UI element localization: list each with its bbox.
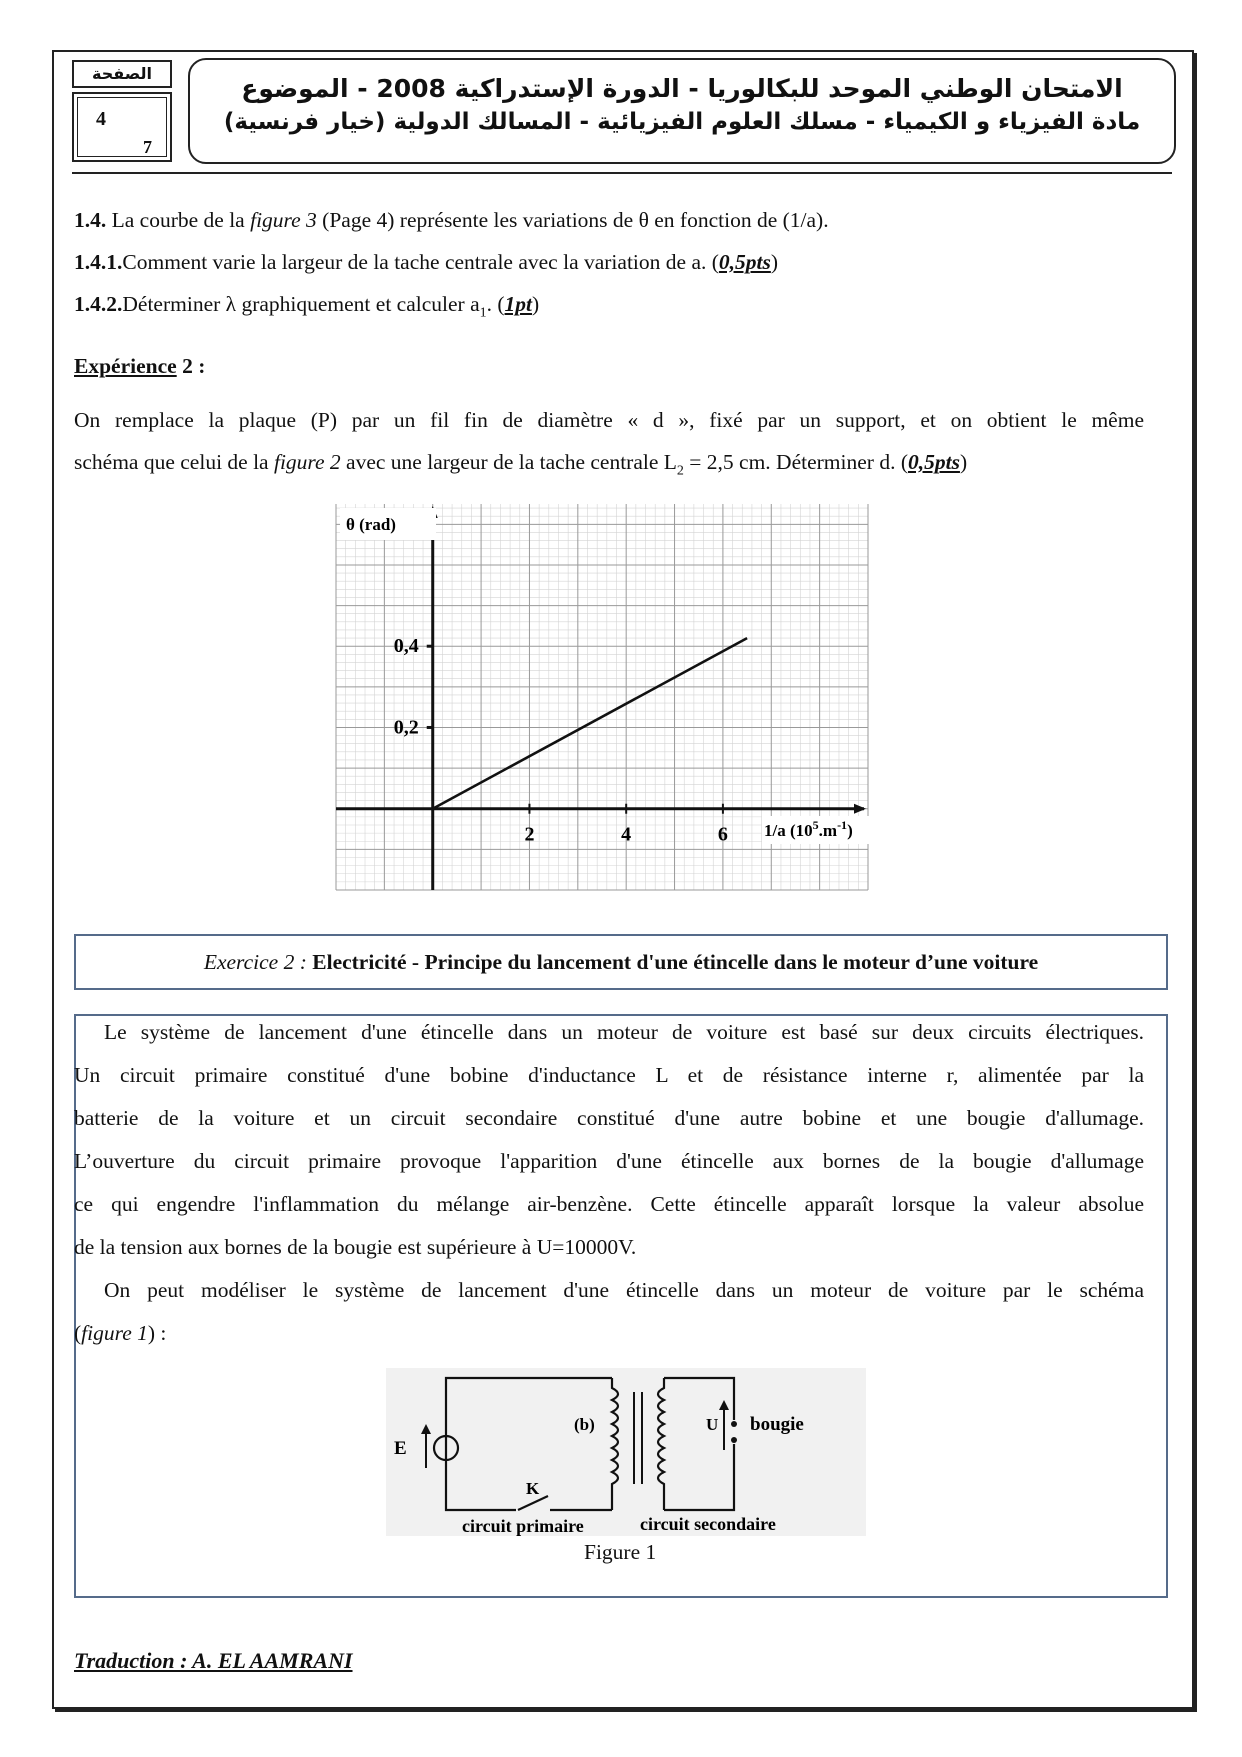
exercise-2-label: Exercice 2 : (203, 950, 307, 974)
experience-2-line1: On remplace la plaque (P) par un fil fin de diamètre « d », fixé par un support, et on obtient le même (74, 408, 1144, 432)
chart-ylabel: θ (rad) (346, 515, 396, 534)
x-tick-label: 4 (621, 823, 632, 846)
x-tick-label: 6 (717, 823, 728, 846)
x-tick-label: 2 (524, 823, 535, 846)
exercise-2-header (74, 934, 1168, 990)
y-tick-label: 0,2 (393, 716, 419, 739)
label-circuit-secondaire: circuit secondaire (640, 1514, 776, 1534)
spark-plug-terminal-bottom (731, 1437, 737, 1443)
exam-title-line2: مادة الفيزياء و الكيمياء - مسلك العلوم الفيزيائية - المسالك الدولية (خيار فرنسية) (223, 109, 1141, 135)
body-line-4: L’ouverture du circuit primaire provoque l'apparition d'une étincelle aux bornes de la bougie d'allumage (74, 1149, 1144, 1173)
chart-svg (330, 500, 870, 892)
experience-2-title: Expérience 2 : (74, 354, 206, 378)
question-1-4-1: 1.4.1.Comment varie la largeur de la tache centrale avec la variation de a. (0,5pts) (74, 250, 779, 274)
exercise-2-title: Electricité - Principe du lancement d'une étincelle dans le moteur d’une voiture (306, 950, 1039, 974)
total-pages: 7 (143, 137, 152, 157)
body-line-6: de la tension aux bornes de la bougie est supérieure à U=10000V. (74, 1235, 637, 1259)
label-e: E (394, 1438, 407, 1459)
circuit-diagram (386, 1368, 866, 1536)
label-circuit-primaire: circuit primaire (462, 1516, 584, 1536)
experience-2-line2: schéma que celui de la figure 2 avec une largeur de la tache centrale $L_2 = 2,5$ cm. Déterminer d. (0,5pts) (74, 450, 968, 479)
body-line-8: (figure 1) : (74, 1321, 167, 1345)
body-line-3: batterie de la voiture et un circuit secondaire constitué d'une autre bobine et une bougie d'allumage. (74, 1106, 1144, 1130)
body-line-2: Un circuit primaire constitué d'une bobine d'inductance L et de résistance interne r, alimentée par la (74, 1063, 1144, 1087)
page-number: 4 (96, 108, 106, 130)
label-k: K (526, 1479, 540, 1498)
translation-credit: Traduction : A. EL AAMRANI (74, 1648, 353, 1673)
question-1-4-2: 1.4.2.Déterminer λ graphiquement et calculer $a_1$. (1pt) (74, 292, 540, 321)
question-1-4: 1.4. La courbe de la figure 3 (Page 4) représente les variations de θ en fonction de (1/a). (74, 208, 829, 232)
label-u: U (706, 1415, 719, 1434)
exam-title-box (188, 58, 1176, 164)
y-tick-label: 0,4 (393, 635, 419, 658)
figure-3-chart (330, 500, 870, 892)
label-b: (b) (574, 1415, 595, 1434)
chart-xlabel: 1/a $(10^5.m^{-1})$ (764, 818, 853, 840)
spark-plug-terminal-top (731, 1421, 737, 1427)
figure-1-caption: Figure 1 (584, 1540, 657, 1564)
circuit-svg (386, 1368, 866, 1536)
label-bougie: bougie (750, 1414, 804, 1435)
page-label: الصفحة (72, 60, 172, 88)
header-divider (72, 172, 1172, 174)
body-line-1: Le système de lancement d'une étincelle dans un moteur de voiture est basé sur deux circuits électriques. (104, 1020, 1144, 1044)
exam-title-line1: الامتحان الوطني الموحد للبكالوريا - الدورة الإستدراكية 2008 - الموضوع (241, 74, 1123, 103)
body-line-7: On peut modéliser le système de lancement d'une étincelle dans un moteur de voiture par le schéma (104, 1278, 1144, 1302)
page-number-box (72, 60, 172, 164)
body-line-5: ce qui engendre l'inflammation du mélange air-benzène. Cette étincelle apparaît lorsque la valeur absolue (74, 1192, 1144, 1216)
